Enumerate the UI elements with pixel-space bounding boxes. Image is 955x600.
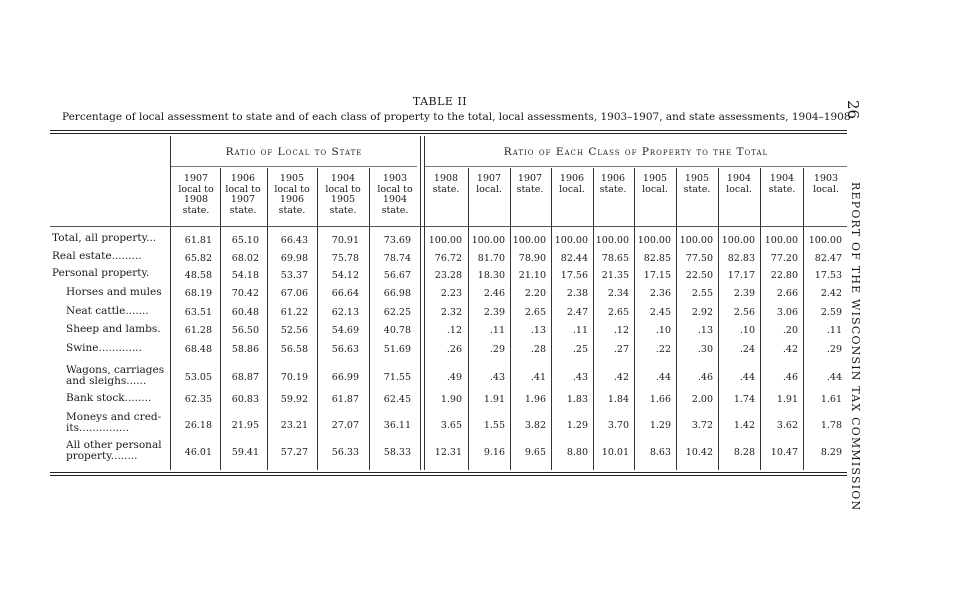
table-cell: 62.45 [383,394,411,405]
column-header: 1908 state. [432,173,460,195]
table-cell: 2.20 [524,288,546,299]
table-rule [50,472,847,473]
table-cell: 1.42 [733,420,755,431]
table-cell: 58.33 [383,447,411,458]
table-cell: .41 [530,372,546,383]
table-cell: 54.18 [231,270,259,281]
table-cell: .12 [446,325,462,336]
table-cell: 1.78 [820,420,842,431]
table-cell: 100.00 [764,235,798,246]
table-cell: 2.46 [483,288,505,299]
table-cell: 67.06 [280,288,308,299]
row-label: Bank stock........ [66,392,152,404]
table-cell: 70.42 [231,288,259,299]
table-cell: .11 [489,325,505,336]
table-cell: 9.16 [483,447,505,458]
table-cell: 60.48 [231,307,259,318]
table-cell: 63.51 [184,307,212,318]
table-cell: 10.42 [685,447,713,458]
table-cell: 53.05 [184,372,212,383]
table-cell: 81.70 [477,253,505,264]
table-cell: .42 [782,344,798,355]
table-cell: .22 [655,344,671,355]
column-header: 1904 local. [726,173,752,195]
table-cell: 59.41 [231,447,259,458]
table-cell: 1.83 [566,394,588,405]
table-cell: 2.59 [820,307,842,318]
row-label: Personal property. [52,267,150,279]
table-cell: 70.91 [331,235,359,246]
table-cell: .11 [572,325,588,336]
table-cell: 82.83 [727,253,755,264]
row-label: Swine............. [66,342,142,354]
table-cell: 3.62 [776,420,798,431]
table-cell: .13 [697,325,713,336]
table-cell: 58.86 [231,344,259,355]
column-header: 1907 local. [476,173,502,195]
table-cell: 21.10 [518,270,546,281]
table-cell: 2.45 [649,307,671,318]
table-cell: 66.64 [331,288,359,299]
table-cell: 18.30 [477,270,505,281]
table-cell: .29 [489,344,505,355]
table-cell: 61.28 [184,325,212,336]
group-underline [425,166,847,167]
table-cell: 2.56 [733,307,755,318]
table-cell: 100.00 [721,235,755,246]
table-cell: 10.47 [770,447,798,458]
table-cell: 66.43 [280,235,308,246]
column-divider [420,136,421,470]
table-cell: 17.15 [643,270,671,281]
table-cell: 8.29 [820,447,842,458]
table-rule [50,133,847,134]
row-label: Sheep and lambs. [66,323,161,335]
column-divider [170,136,171,470]
table-cell: 51.69 [383,344,411,355]
table-cell: 2.23 [440,288,462,299]
row-label: All other personal property........ [66,439,162,462]
table-cell: .44 [739,372,755,383]
table-cell: 68.02 [231,253,259,264]
table-cell: 57.27 [280,447,308,458]
table-cell: .29 [826,344,842,355]
table-title: TABLE II [412,95,468,108]
table-cell: .13 [530,325,546,336]
table-cell: 73.69 [383,235,411,246]
table-rule [50,475,847,476]
column-header: 1903 local to 1904 state. [377,173,413,216]
table-cell: 2.65 [607,307,629,318]
group-header-local-to-state: Ratio of Local to State [225,146,363,158]
table-cell: 2.42 [820,288,842,299]
table-cell: 54.12 [331,270,359,281]
table-cell: 1.96 [524,394,546,405]
table-cell: 46.01 [184,447,212,458]
table-cell: 3.70 [607,420,629,431]
table-cell: 76.72 [434,253,462,264]
table-cell: 1.55 [483,420,505,431]
table-cell: 78.65 [601,253,629,264]
column-header: 1907 local to 1908 state. [178,173,214,216]
table-cell: 1.91 [776,394,798,405]
table-cell: 53.37 [280,270,308,281]
column-divider [369,168,370,470]
row-label: Real estate......... [52,250,142,262]
table-cell: 61.22 [280,307,308,318]
table-cell: 2.66 [776,288,798,299]
table-cell: 3.65 [440,420,462,431]
table-cell: 68.87 [231,372,259,383]
table-cell: 82.85 [643,253,671,264]
table-cell: 1.74 [733,394,755,405]
table-cell: 62.35 [184,394,212,405]
table-cell: 62.25 [383,307,411,318]
table-cell: 2.39 [733,288,755,299]
table-cell: 17.17 [727,270,755,281]
table-cell: 22.80 [770,270,798,281]
table-cell: 2.32 [440,307,462,318]
table-cell: 17.56 [560,270,588,281]
table-cell: 71.55 [383,372,411,383]
table-cell: 68.19 [184,288,212,299]
table-cell: 2.39 [483,307,505,318]
table-cell: 48.58 [184,270,212,281]
table-cell: .44 [655,372,671,383]
table-cell: 2.34 [607,288,629,299]
table-cell: .44 [826,372,842,383]
table-cell: 17.53 [814,270,842,281]
table-cell: 82.44 [560,253,588,264]
table-cell: .12 [613,325,629,336]
table-cell: 21.35 [601,270,629,281]
column-header: 1906 state. [599,173,627,195]
table-cell: 1.91 [483,394,505,405]
table-cell: .43 [572,372,588,383]
table-cell: 1.84 [607,394,629,405]
table-cell: .28 [530,344,546,355]
table-cell: 77.50 [685,253,713,264]
table-cell: .10 [739,325,755,336]
table-cell: 2.55 [691,288,713,299]
table-cell: 69.98 [280,253,308,264]
table-cell: .46 [697,372,713,383]
column-header: 1905 local to 1906 state. [274,173,310,216]
table-cell: 2.65 [524,307,546,318]
table-cell: 56.33 [331,447,359,458]
table-cell: .30 [697,344,713,355]
column-header: 1906 local to 1907 state. [225,173,261,216]
table-cell: 66.99 [331,372,359,383]
table-cell: 52.56 [280,325,308,336]
table-cell: 1.29 [649,420,671,431]
table-cell: 2.47 [566,307,588,318]
table-rule [50,130,847,131]
table-cell: 56.67 [383,270,411,281]
table-cell: .11 [826,325,842,336]
table-cell: .43 [489,372,505,383]
table-cell: 22.50 [685,270,713,281]
table-cell: 3.72 [691,420,713,431]
row-label: Neat cattle....... [66,305,149,317]
page-number: 26 [844,100,862,120]
table-cell: 60.83 [231,394,259,405]
table-cell: 59.92 [280,394,308,405]
table-cell: 61.87 [331,394,359,405]
table-cell: 66.98 [383,288,411,299]
table-cell: 3.82 [524,420,546,431]
table-cell: 56.58 [280,344,308,355]
table-cell: .25 [572,344,588,355]
table-cell: 77.20 [770,253,798,264]
column-header: 1904 local to 1905 state. [325,173,361,216]
table-cell: .26 [446,344,462,355]
table-cell: 1.29 [566,420,588,431]
table-cell: 3.06 [776,307,798,318]
table-cell: 1.66 [649,394,671,405]
table-cell: 2.38 [566,288,588,299]
table-cell: .42 [613,372,629,383]
table-cell: 100.00 [428,235,462,246]
column-header: 1904 state. [768,173,796,195]
table-cell: 70.19 [280,372,308,383]
table-cell: 62.13 [331,307,359,318]
column-header: 1906 local. [559,173,585,195]
row-label: Moneys and cred- its............... [66,411,162,434]
table-cell: 100.00 [554,235,588,246]
table-cell: 1.90 [440,394,462,405]
column-header: 1903 local. [813,173,839,195]
table-cell: 54.69 [331,325,359,336]
table-cell: .49 [446,372,462,383]
table-cell: .10 [655,325,671,336]
table-cell: 9.65 [524,447,546,458]
table-cell: 2.36 [649,288,671,299]
table-cell: 8.80 [566,447,588,458]
table-cell: 68.48 [184,344,212,355]
column-header: 1905 state. [683,173,711,195]
table-cell: 12.31 [434,447,462,458]
table-cell: 61.81 [184,235,212,246]
running-head: REPORT OF THE WISCONSIN TAX COMMISSION [849,182,862,512]
column-header: 1907 state. [516,173,544,195]
table-cell: 82.47 [814,253,842,264]
table-cell: 23.21 [280,420,308,431]
table-cell: 2.92 [691,307,713,318]
table-cell: .46 [782,372,798,383]
table-cell: 27.07 [331,420,359,431]
table-cell: .20 [782,325,798,336]
column-divider [317,168,318,470]
table-cell: 65.82 [184,253,212,264]
table-cell: 2.00 [691,394,713,405]
table-subtitle: Percentage of local assessment to state and of each class of property to the total, local assessments, 1903–1907, and state assessments, 1904–1908 [62,111,851,123]
table-cell: .24 [739,344,755,355]
table-cell: 8.63 [649,447,671,458]
table-cell: 100.00 [679,235,713,246]
row-label: Wagons, carriages and sleighs...... [66,364,165,387]
table-cell: 100.00 [637,235,671,246]
table-cell: .27 [613,344,629,355]
table-cell: 100.00 [595,235,629,246]
row-label: Total, all property... [52,232,157,244]
table-cell: 78.74 [383,253,411,264]
table-cell: 100.00 [808,235,842,246]
table-cell: 56.63 [331,344,359,355]
column-header: 1905 local. [642,173,668,195]
table-cell: 75.78 [331,253,359,264]
row-label: Horses and mules [66,286,162,298]
table-cell: 36.11 [383,420,411,431]
group-header-class-to-total: Ratio of Each Class of Property to the Total [503,146,769,158]
table-cell: 40.78 [383,325,411,336]
group-underline [171,166,417,167]
table-cell: 10.01 [601,447,629,458]
table-cell: 21.95 [231,420,259,431]
table-cell: 1.61 [820,394,842,405]
table-cell: 100.00 [471,235,505,246]
table-cell: 100.00 [512,235,546,246]
table-cell: 65.10 [231,235,259,246]
table-cell: 23.28 [434,270,462,281]
table-cell: 56.50 [231,325,259,336]
table-cell: 26.18 [184,420,212,431]
table-cell: 8.28 [733,447,755,458]
table-cell: 78.90 [518,253,546,264]
